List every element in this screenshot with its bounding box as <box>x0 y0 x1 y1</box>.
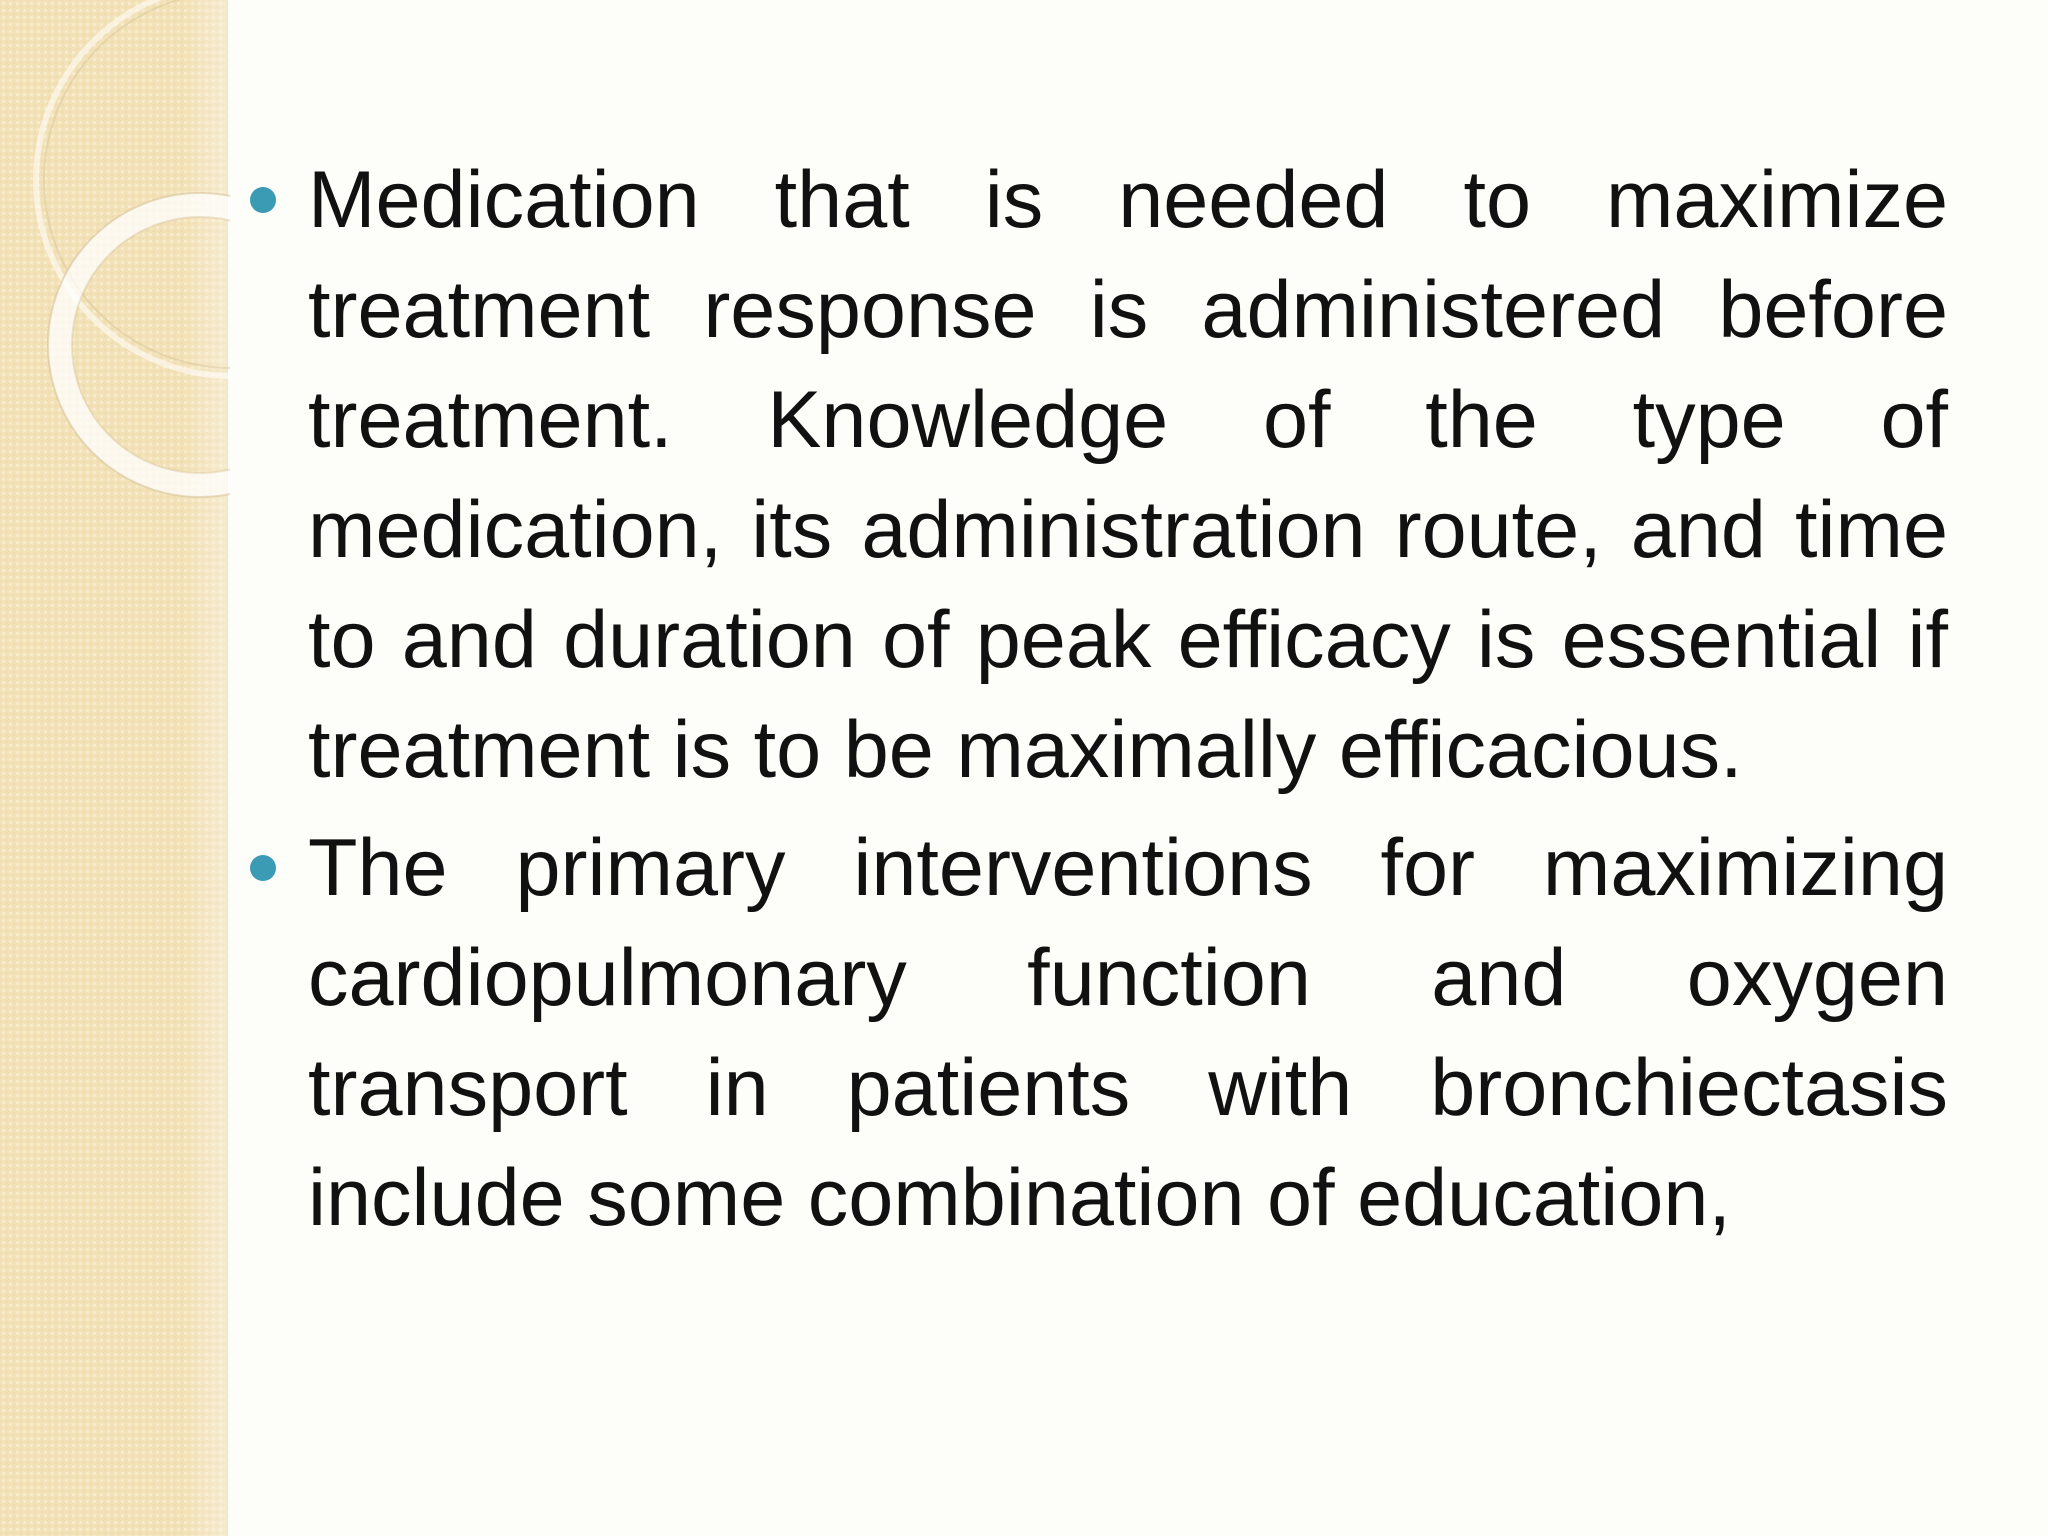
bullet-text: The primary interventions for maximizing cardiopulmonary function and oxygen transport in patients with bronchiectasis include some combination of education, <box>308 823 1948 1243</box>
slide-body <box>240 145 1948 1261</box>
bullet-item-interventions <box>240 813 1948 1253</box>
bullet-item-medication <box>240 145 1948 805</box>
decorative-rings-graphic <box>0 0 230 500</box>
bullet-dot-icon <box>250 187 276 213</box>
bullet-dot-icon <box>250 855 276 881</box>
bullet-list <box>240 145 1948 1253</box>
bullet-text: Medication that is needed to maximize treatment response is administered before treatment. Knowledge of the type of medication, its administration route, and time to and duration of peak efficacy is essential if treatment is to be maximally efficacious. <box>308 155 1948 795</box>
